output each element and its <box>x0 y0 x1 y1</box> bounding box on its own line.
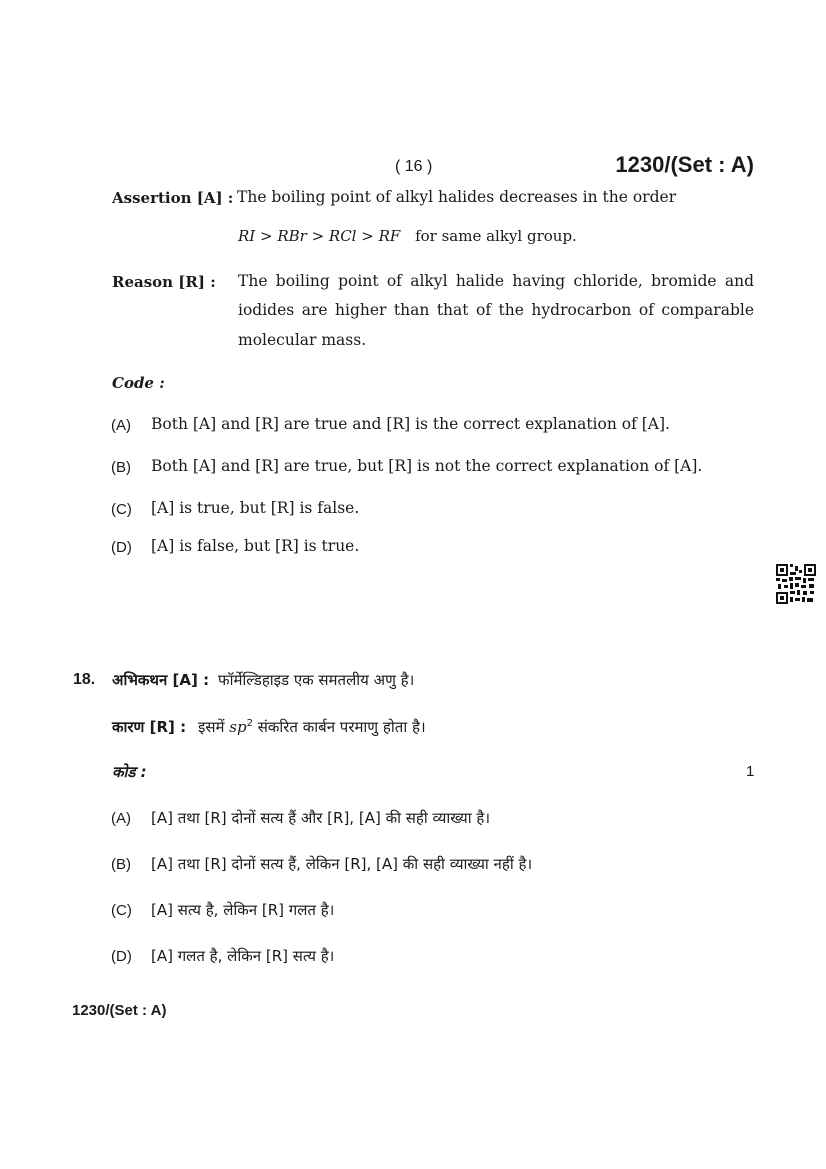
hindi-option-c-letter: (C) <box>111 902 132 919</box>
formula-order: RI > RBr > RCl > RF <box>238 227 401 245</box>
sp-symbol: sp <box>229 718 247 736</box>
page-number: ( 16 ) <box>395 158 433 175</box>
option-a-letter: (A) <box>111 417 131 434</box>
hindi-reason-text <box>198 717 426 737</box>
assertion-formula <box>238 227 577 245</box>
hindi-assertion-text: फॉर्मेल्डिहाइड एक समतलीय अणु है। <box>218 671 415 689</box>
reason-line-1: The boiling point of alkyl halide having chloride, bromide and <box>238 272 754 290</box>
option-b-text: Both [A] and [R] are true, but [R] is not the correct explanation of [A]. <box>151 457 703 475</box>
assertion-label: Assertion [A] : <box>112 189 234 207</box>
marks: 1 <box>746 763 755 780</box>
qr-code-icon <box>776 564 816 604</box>
option-c-text: [A] is true, but [R] is false. <box>151 499 360 517</box>
hindi-option-b-letter: (B) <box>111 856 131 873</box>
code-label: Code : <box>112 374 165 392</box>
hindi-reason-label: कारण [R] : <box>112 718 187 736</box>
option-c-letter: (C) <box>111 501 132 518</box>
set-code-header: 1230/(Set : A) <box>615 152 754 177</box>
question-number: 18. <box>73 671 96 688</box>
reason-label: Reason [R] : <box>112 273 216 291</box>
reason-line-2: iodides are higher than that of the hydrocarbon of comparable <box>238 301 754 319</box>
hindi-option-b-text: [A] तथा [R] दोनों सत्य हैं, लेकिन [R], [A] की सही व्याख्या नहीं है। <box>151 855 533 873</box>
formula-suffix: for same alkyl group. <box>415 227 577 245</box>
hindi-option-a-text: [A] तथा [R] दोनों सत्य हैं और [R], [A] की सही व्याख्या है। <box>151 809 491 827</box>
hindi-reason-pre: इसमें <box>198 718 225 736</box>
hindi-option-a-letter: (A) <box>111 810 131 827</box>
hindi-option-d-text: [A] गलत है, लेकिन [R] सत्य है। <box>151 947 335 965</box>
hindi-option-d-letter: (D) <box>111 948 132 965</box>
hindi-reason-post: संकरित कार्बन परमाणु होता है। <box>257 718 426 736</box>
reason-line-3: molecular mass. <box>238 331 367 349</box>
assertion-text: The boiling point of alkyl halides decreases in the order <box>237 188 677 206</box>
sp-superscript: 2 <box>246 718 253 729</box>
option-d-letter: (D) <box>111 539 132 556</box>
hindi-code-label: कोड : <box>112 763 147 781</box>
option-a-text: Both [A] and [R] are true and [R] is the correct explanation of [A]. <box>151 415 670 433</box>
option-d-text: [A] is false, but [R] is true. <box>151 537 360 555</box>
hindi-assertion-label: अभिकथन [A] : <box>112 671 210 689</box>
set-code-footer: 1230/(Set : A) <box>72 1002 167 1019</box>
hindi-option-c-text: [A] सत्य है, लेकिन [R] गलत है। <box>151 901 335 919</box>
option-b-letter: (B) <box>111 459 131 476</box>
